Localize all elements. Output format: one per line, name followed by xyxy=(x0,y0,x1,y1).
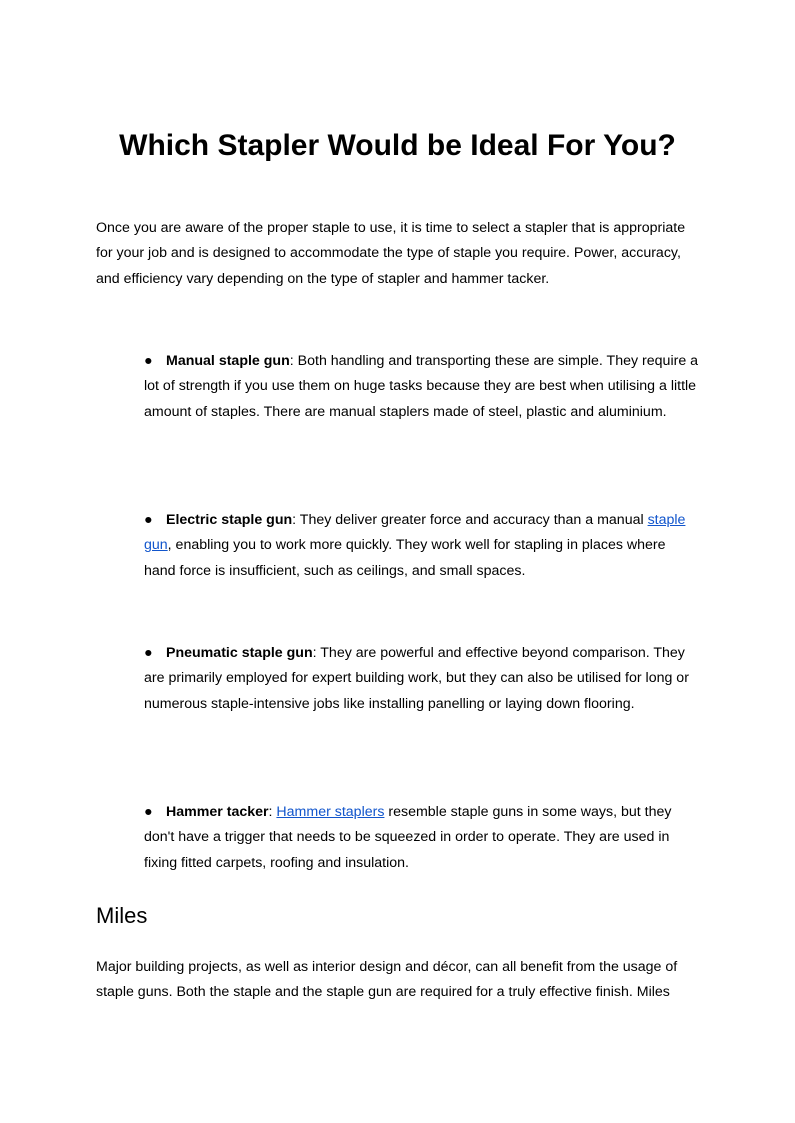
bullet-text: : They deliver greater force and accuracy than a manual xyxy=(292,512,648,528)
bullet-text: : Both handling and transporting these are simple. They require a lot of strength if you use them on huge tasks because they are best when utilising a little amount of staples. There are manual staplers made of steel, plastic and aluminium. xyxy=(144,353,699,420)
page-title: Which Stapler Would be Ideal For You? xyxy=(119,129,676,162)
bullet-text: : xyxy=(268,804,277,820)
bullet-text: resemble staple guns in some ways, but they don't have a trigger that needs to be squeezed in order to operate. They are used in fixing fitted carpets, roofing and insulation. xyxy=(144,804,672,871)
bullet-dot: ● xyxy=(144,804,153,820)
bullet-dot: ● xyxy=(144,353,153,369)
bullet-term: Hammer tacker xyxy=(166,804,269,820)
bullet-manual-staple-gun xyxy=(144,349,700,425)
bullet-pneumatic-staple-gun xyxy=(144,641,700,717)
section-heading: Miles xyxy=(96,903,148,928)
intro-paragraph: Once you are aware of the proper staple to use, it is time to select a stapler that is appropriate for your job and is designed to accommodate the type of staple you require. Power, accuracy, and efficiency vary depending on the type of stapler and hammer tacker. xyxy=(96,220,686,287)
bullet-term: Electric staple gun xyxy=(166,512,293,528)
bullet-text: : They are powerful and effective beyond comparison. They are primarily employed for expert building work, but they can also be utilised for long or numerous staple-intensive jobs like installing panelling or laying down flooring. xyxy=(144,645,689,712)
hammer-staplers-link[interactable]: Hammer staplers xyxy=(276,804,385,820)
bullet-term: Pneumatic staple gun xyxy=(166,645,313,661)
staple-gun-link[interactable]: staple gun xyxy=(144,512,686,554)
bullet-hammer-tacker xyxy=(144,800,700,876)
bullet-dot: ● xyxy=(144,645,153,661)
outro-paragraph: Major building projects, as well as interior design and décor, can all benefit from the usage of staple guns. Both the staple and the staple gun are required for a truly effective finish. Miles xyxy=(96,959,678,1001)
bullet-text: , enabling you to work more quickly. They work well for stapling in places where hand force is insufficient, such as ceilings, and small spaces. xyxy=(144,537,666,579)
bullet-term: Manual staple gun xyxy=(166,353,290,369)
bullet-electric-staple-gun xyxy=(144,508,700,584)
bullet-dot: ● xyxy=(144,512,153,528)
